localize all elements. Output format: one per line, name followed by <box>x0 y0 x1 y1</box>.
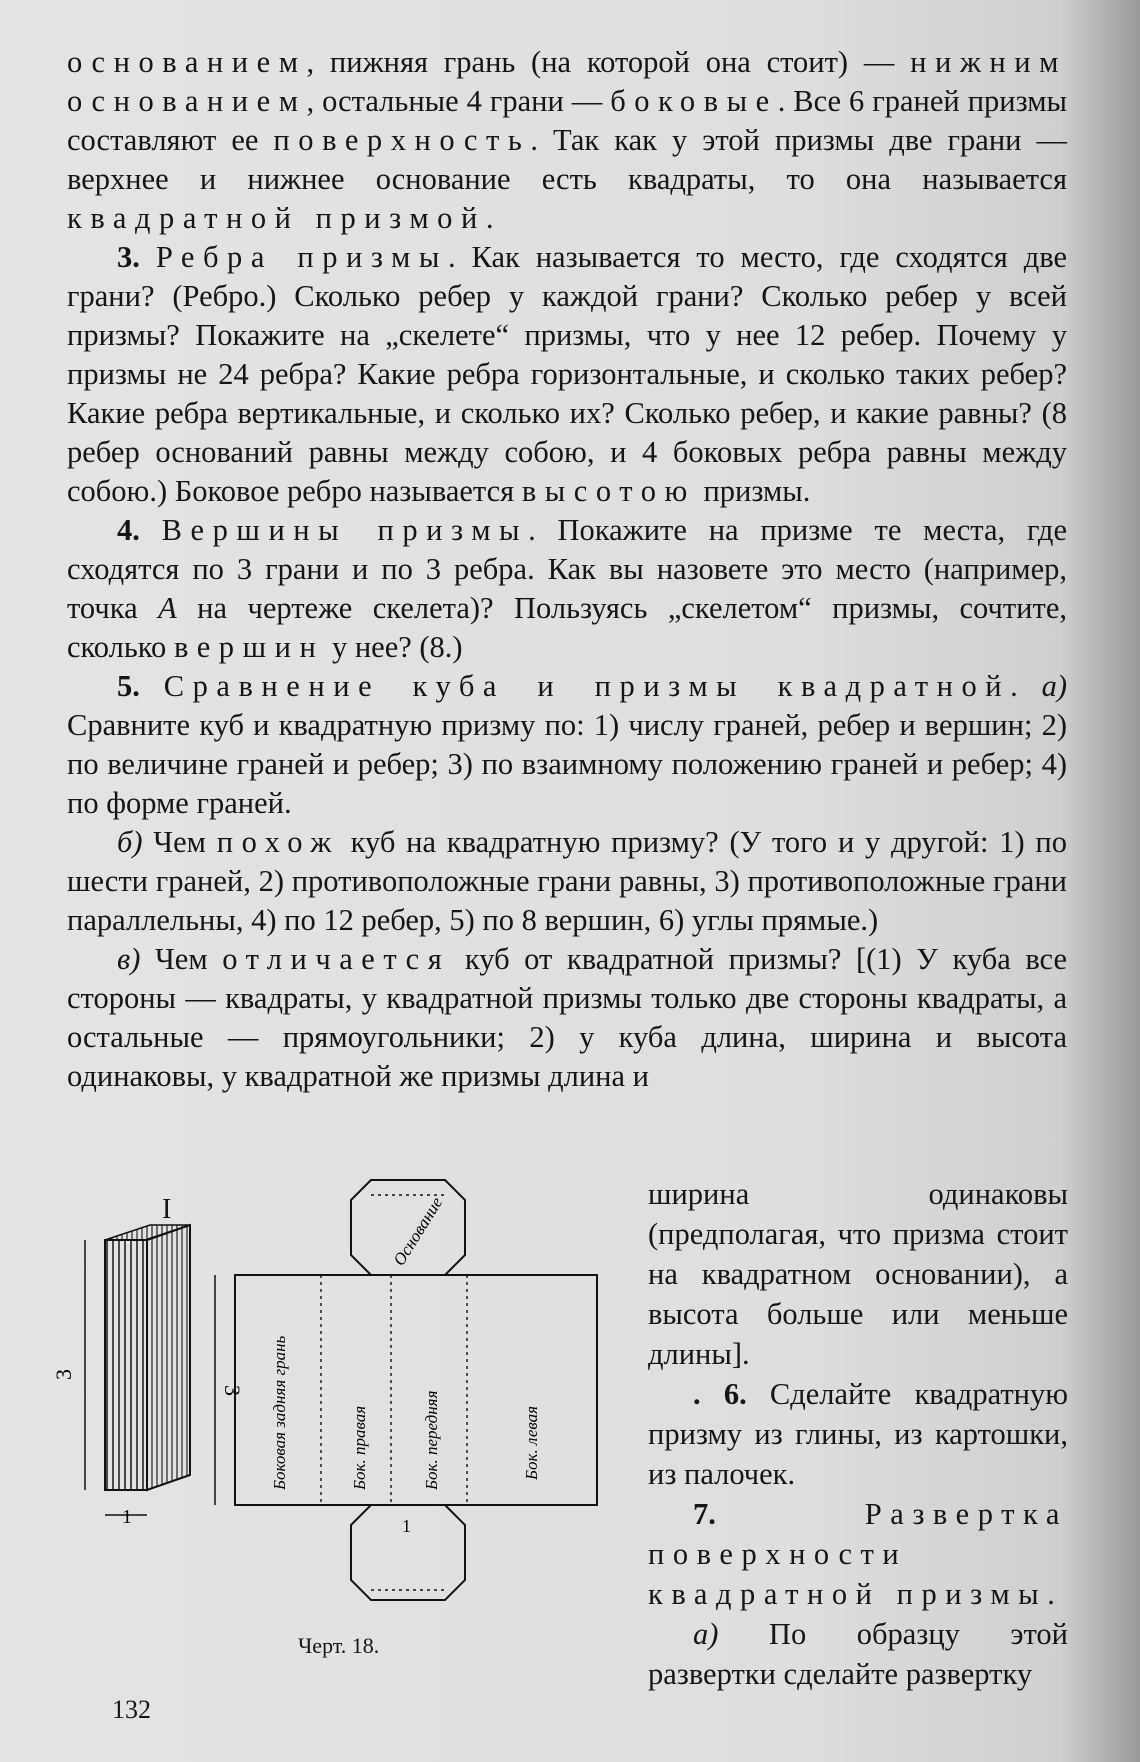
text-run: . Покажите на призме те места, где сходятся по 3 грани и по 3 ребра. Как вы назовете это место (например, точка <box>67 513 1067 625</box>
text-run: Вершины призмы <box>161 513 529 547</box>
net-height-label: 3 <box>220 1385 245 1396</box>
text-run: куб на квадратную призму? (У того и у другой: 1) по шести граней, 2) противоположные грани равны, 3) противоположные грани параллельны, 4) по 12 ребер, 5) по 8 вершин, 6) углы прямые.) <box>67 825 1067 937</box>
text-run: 4. <box>117 513 162 547</box>
text-run: , пижняя грань (на которой она стоит) — <box>306 45 911 79</box>
net-face-label-left: Бок. левая <box>522 1405 541 1480</box>
text-run: Чем <box>140 942 223 976</box>
text-run: . Все 6 граней призмы составляют ее <box>67 84 1067 157</box>
text-run: нижним основанием <box>67 45 1067 118</box>
text-run: . Как называется то место, где сходятся две грани? (Ребро.) Сколько ребер у каждой грани? Сколько ребер у всей призмы? Покажите на „скелете“ призмы, что у нее 12 ребер. Почему у призмы не 24 ребра? Какие ребра горизонтальные, и сколько таких ребер? Какие ребра вертикальные, и сколько их? Сколько ребер, и какие равны? (8 ребер оснований равны между собою, и 4 боковых ребра равны между собою.) Боковое ребро называется <box>67 240 1067 508</box>
text-run: . Так как у этой призмы две грани — верхнее и нижнее основание есть квадраты, то она называется <box>67 123 1067 196</box>
paragraph-5-comparison <box>67 667 1067 823</box>
paragraph-5v-difference <box>67 940 1067 1096</box>
text-run: A <box>158 591 177 625</box>
paragraph-5b-similarity <box>67 823 1067 940</box>
text-run: отличается <box>222 942 451 976</box>
text-run: Сравните куб и квадратную призму по: 1) числу граней, ребер и вершин; 2) по величине граней и ребер; 3) по взаимному положению граней и ребер; 4) по форме граней. <box>67 708 1067 820</box>
paragraph-continued <box>67 43 1067 238</box>
text-run: , остальные 4 грани — <box>306 84 611 118</box>
text-run: в) <box>117 942 141 976</box>
prism-drawing <box>51 1225 190 1528</box>
text-run: у нее? (8.) <box>324 630 463 664</box>
text-run: Чем <box>142 825 217 859</box>
text-run: куб от квадратной призмы? [(1) У куба все стороны — квадраты, у квадратной призмы только две стороны квадраты, а остальные — прямоугольники; 2) у куба длина, ширина и высота одинаковы, у квадратной же призмы длина и <box>67 942 1067 1093</box>
prism-height-label: 3 <box>51 1369 76 1380</box>
text-run: поверхность <box>273 123 531 157</box>
text-run: 7. <box>693 1497 865 1531</box>
net-face-label-front: Бок. передняя <box>422 1390 441 1490</box>
paragraph-7a-instruction <box>648 1614 1068 1694</box>
prism-width-label: 1 <box>122 1506 132 1528</box>
figure-prism-and-net <box>51 1180 645 1680</box>
main-text-column <box>67 43 1067 1096</box>
text-run: . <box>1010 669 1042 703</box>
text-run: боковые <box>610 84 778 118</box>
text-run: б) <box>117 825 143 859</box>
text-run: 3. <box>117 240 156 274</box>
text-run: Сделайте квадратную призму из глины, из картошки, из палочек. <box>648 1377 1069 1491</box>
text-run: 5. <box>117 669 164 703</box>
paragraph-7-net-heading <box>648 1494 1068 1614</box>
right-paragraph-continued <box>648 1174 1068 1374</box>
text-run: похож <box>216 825 340 859</box>
text-run: Сравнение куба и призмы квадратной <box>163 669 1011 703</box>
text-run: . <box>1047 1577 1055 1611</box>
paragraph-4-vertices <box>67 511 1067 667</box>
paragraph-3-edges <box>67 238 1067 511</box>
text-run: Развертка поверхности квадратной призмы <box>648 1497 1068 1611</box>
net-face-label-right: Бок. правая <box>350 1405 369 1490</box>
text-run: ширина одинаковы (предполагая, что призма стоит на квадратном основании), а высота больше или меньше длины]. <box>648 1177 1068 1371</box>
text-run: квадратной призмой <box>67 201 486 235</box>
page-number: 132 <box>112 1695 151 1724</box>
right-text-column <box>648 1174 1068 1694</box>
text-run: на чертеже скелета)? Пользуясь „скелетом“ призмы, сочтите, сколько <box>67 591 1067 664</box>
text-run: вершин <box>173 630 325 664</box>
text-run: призмы. <box>695 474 811 508</box>
text-run: а) <box>1041 669 1067 703</box>
figure-caption: Черт. 18. <box>298 1633 380 1658</box>
text-run: . 6. <box>693 1377 770 1411</box>
figure-mark: I <box>162 1194 172 1225</box>
text-run: . <box>485 201 494 235</box>
text-run: По образцу этой развертки сделайте развертку <box>648 1617 1068 1691</box>
text-run: высотою <box>521 474 696 508</box>
net-face-label-back: Боковая задняя грань <box>270 1335 289 1490</box>
text-run: Ребра призмы <box>155 240 448 274</box>
text-run: а) <box>693 1617 719 1651</box>
net-width-label: 1 <box>402 1516 411 1536</box>
net-base-label: Основание <box>389 1193 447 1270</box>
text-run: основанием <box>67 45 307 79</box>
paragraph-6-make-prism <box>648 1374 1068 1494</box>
